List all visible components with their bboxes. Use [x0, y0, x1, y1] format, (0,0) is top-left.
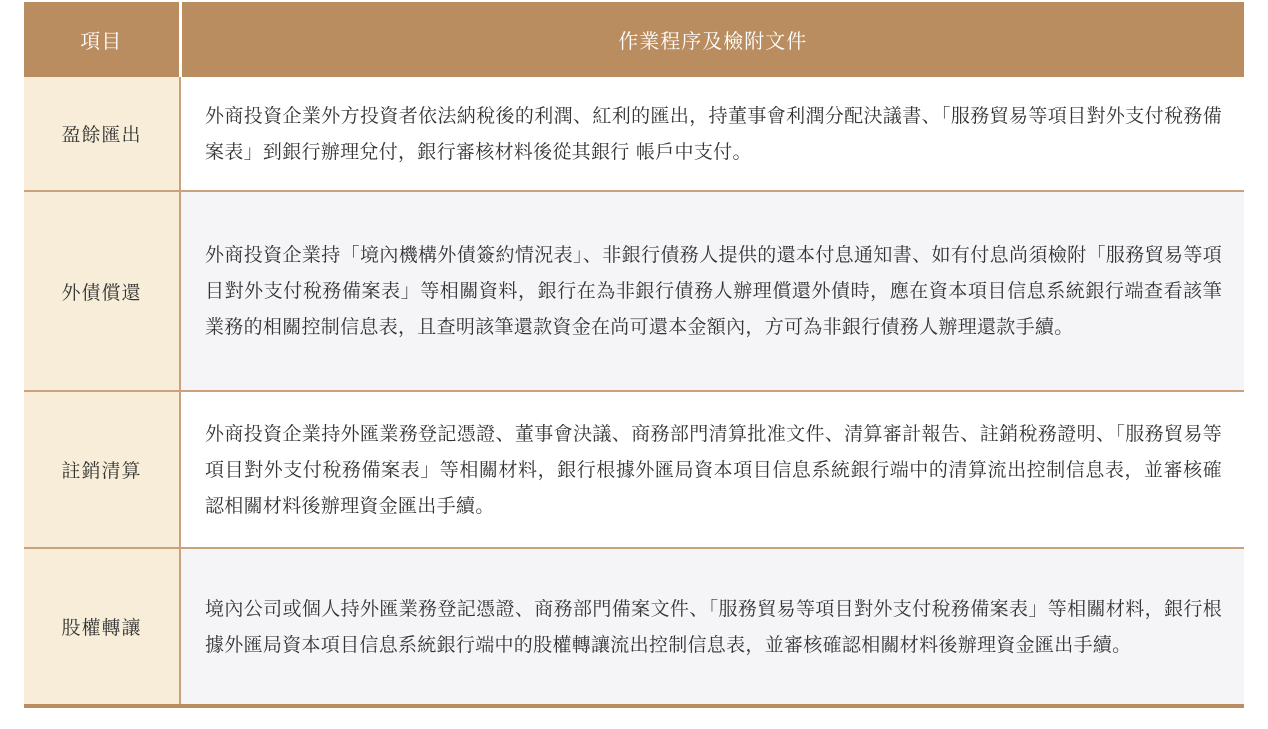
table-header-row	[24, 2, 1244, 77]
row-item-label: 註銷清算	[24, 391, 180, 548]
row-item-label: 外債償還	[24, 191, 180, 391]
row-item-label: 股權轉讓	[24, 548, 180, 706]
table-row	[24, 77, 1244, 191]
procedure-table	[24, 2, 1244, 708]
row-description: 外商投資企業持外匯業務登記憑證、董事會決議、商務部門清算批准文件、清算審計報告、註銷稅務證明、「服務貿易等項目對外支付稅務備案表」等相關材料，銀行根據外匯局資本項目信息系統銀行端中的清算流出控制信息表，並審核確認相關材料後辦理資金匯出手續。	[180, 391, 1244, 548]
row-description: 外商投資企業持「境內機構外債簽約情況表」、非銀行債務人提供的還本付息通知書、如有付息尚須檢附「服務貿易等項目對外支付稅務備案表」等相關資料，銀行在為非銀行債務人辦理償還外債時，應在資本項目信息系統銀行端查看該筆業務的相關控制信息表，且查明該筆還款資金在尚可還本金額內，方可為非銀行債務人辦理還款手續。	[180, 191, 1244, 391]
header-item: 項目	[24, 2, 180, 77]
header-procedure: 作業程序及檢附文件	[180, 2, 1244, 77]
row-item-label: 盈餘匯出	[24, 77, 180, 191]
table-row	[24, 191, 1244, 391]
table-row	[24, 548, 1244, 706]
procedure-table-container	[24, 2, 1244, 708]
row-description: 外商投資企業外方投資者依法納稅後的利潤、紅利的匯出，持董事會利潤分配決議書、「服務貿易等項目對外支付稅務備案表」到銀行辦理兌付，銀行審核材料後從其銀行 帳戶中支付。	[180, 77, 1244, 191]
table-row	[24, 391, 1244, 548]
row-description: 境內公司或個人持外匯業務登記憑證、商務部門備案文件、「服務貿易等項目對外支付稅務備案表」等相關材料，銀行根據外匯局資本項目信息系統銀行端中的股權轉讓流出控制信息表，並審核確認相關材料後辦理資金匯出手續。	[180, 548, 1244, 706]
